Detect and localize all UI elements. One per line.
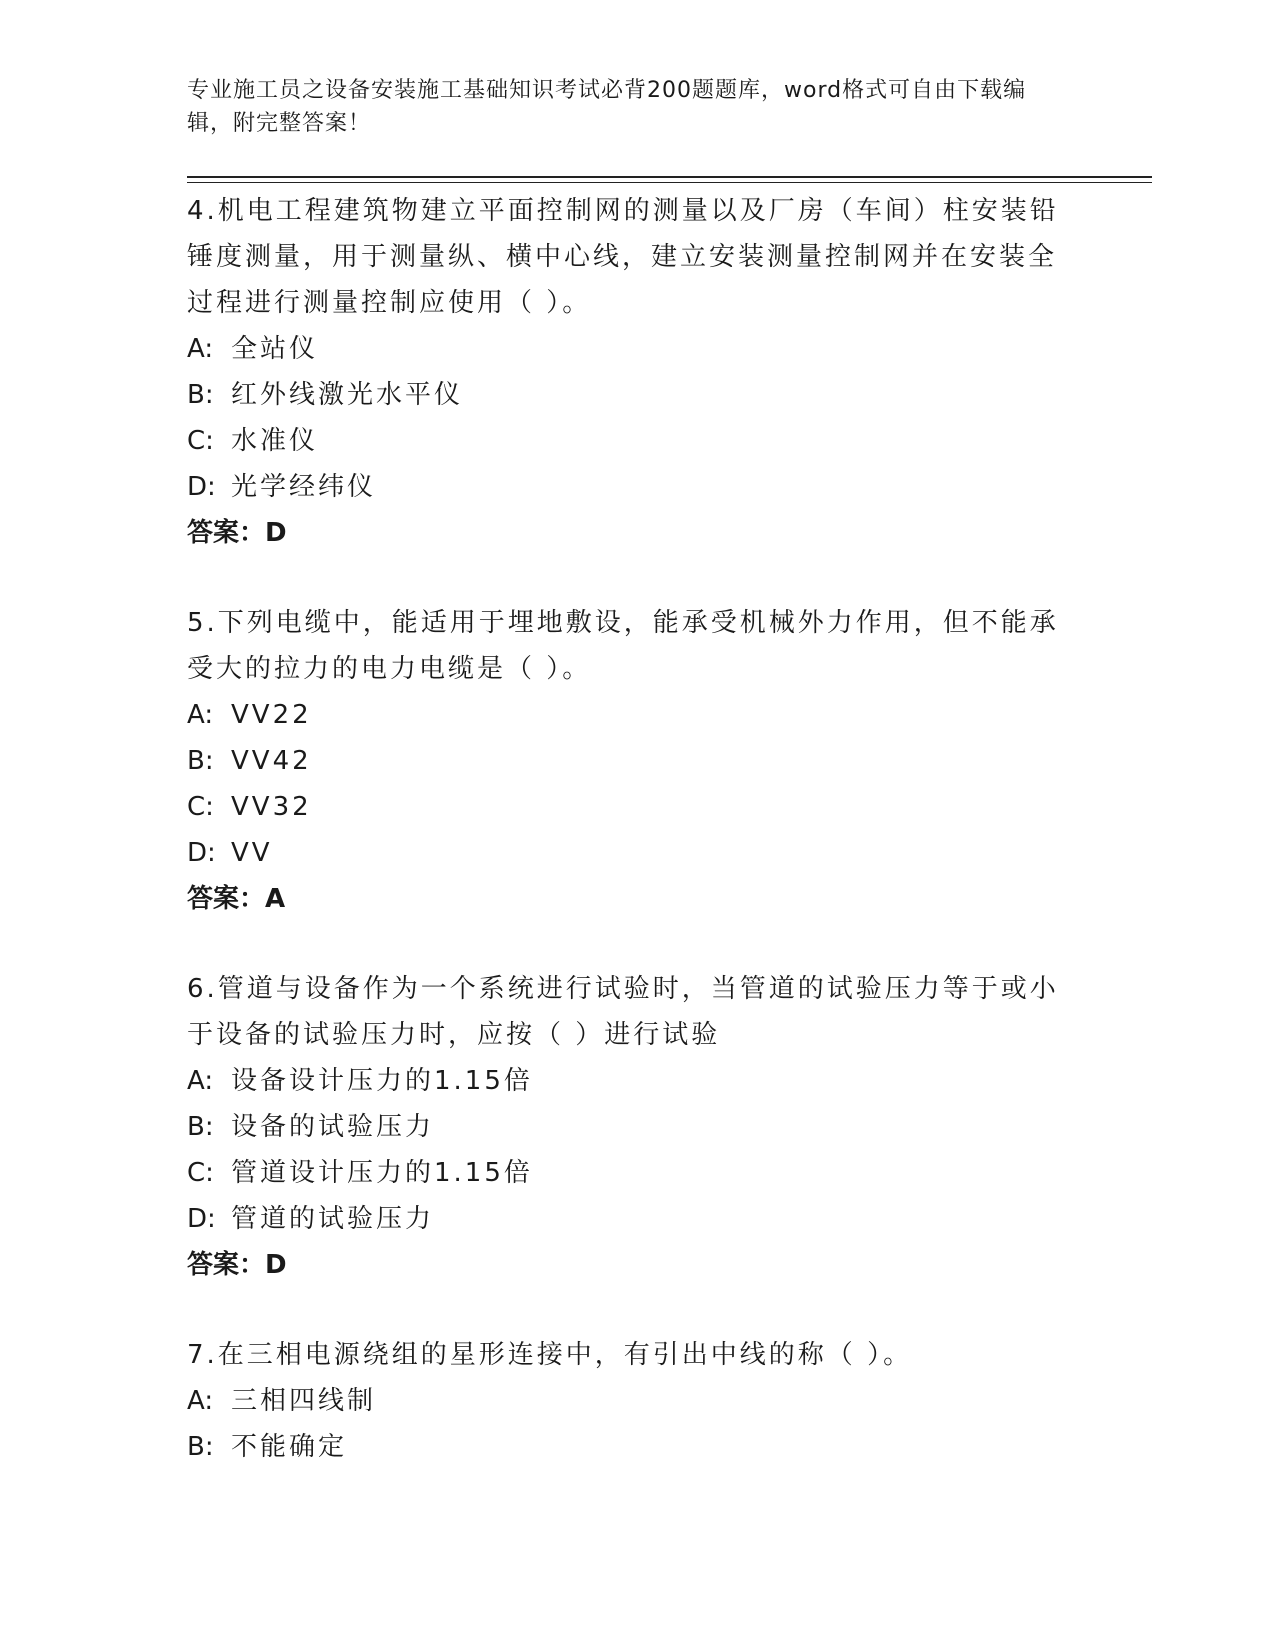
option-text: 三相四线制	[231, 1386, 377, 1416]
option-text: VV32	[231, 792, 312, 822]
option-a	[187, 692, 1067, 738]
option-text: 光学经纬仪	[231, 472, 377, 502]
option-d	[187, 1196, 1067, 1242]
question-list	[187, 188, 1067, 1514]
option-letter: C:	[187, 1158, 214, 1188]
option-letter: B:	[187, 1432, 214, 1462]
document-header: 专业施工员之设备安装施工基础知识考试必背200题题库，word格式可自由下载编辑，附完整答案！	[187, 78, 1027, 136]
option-letter: C:	[187, 792, 214, 822]
option-b	[187, 1424, 1067, 1470]
question-6	[187, 966, 1067, 1288]
option-letter: A:	[187, 1066, 214, 1096]
option-text: 全站仪	[231, 334, 319, 364]
option-a	[187, 1058, 1067, 1104]
question-stem: 5.下列电缆中，能适用于埋地敷设，能承受机械外力作用，但不能承受大的拉力的电力电缆是（ ）。	[187, 608, 1059, 684]
question-4	[187, 188, 1067, 556]
option-b	[187, 1104, 1067, 1150]
option-d	[187, 830, 1067, 876]
option-letter: B:	[187, 746, 214, 776]
option-b	[187, 372, 1067, 418]
option-letter: A:	[187, 334, 214, 364]
option-text: 不能确定	[231, 1432, 348, 1462]
answer-line: 答案：D	[187, 1250, 287, 1280]
option-text: 管道设计压力的1.15倍	[231, 1158, 533, 1188]
question-7	[187, 1332, 1067, 1470]
option-d	[187, 464, 1067, 510]
option-text: VV42	[231, 746, 312, 776]
option-a	[187, 1378, 1067, 1424]
option-text: VV	[231, 838, 273, 868]
option-letter: C:	[187, 426, 214, 456]
option-text: 设备设计压力的1.15倍	[231, 1066, 533, 1096]
option-text: 管道的试验压力	[231, 1204, 435, 1234]
option-text: 设备的试验压力	[231, 1112, 435, 1142]
option-letter: B:	[187, 380, 214, 410]
option-letter: A:	[187, 1386, 214, 1416]
option-letter: D:	[187, 472, 216, 502]
option-letter: B:	[187, 1112, 214, 1142]
option-b	[187, 738, 1067, 784]
option-letter: A:	[187, 700, 214, 730]
option-letter: D:	[187, 1204, 216, 1234]
question-stem: 6.管道与设备作为一个系统进行试验时，当管道的试验压力等于或小于设备的试验压力时，应按（ ）进行试验	[187, 974, 1059, 1050]
option-a	[187, 326, 1067, 372]
header-divider-thick	[187, 176, 1152, 178]
option-c	[187, 784, 1067, 830]
option-c	[187, 1150, 1067, 1196]
question-stem: 4.机电工程建筑物建立平面控制网的测量以及厂房（车间）柱安装铅锤度测量，用于测量纵、横中心线，建立安装测量控制网并在安装全过程进行测量控制应使用（ ）。	[187, 196, 1059, 318]
question-stem: 7.在三相电源绕组的星形连接中，有引出中线的称（ ）。	[187, 1340, 913, 1370]
option-text: VV22	[231, 700, 312, 730]
answer-line: 答案：A	[187, 884, 286, 914]
question-5	[187, 600, 1067, 922]
header-divider-thin	[187, 182, 1152, 183]
option-text: 红外线激光水平仪	[231, 380, 464, 410]
option-text: 水准仪	[231, 426, 319, 456]
option-letter: D:	[187, 838, 216, 868]
answer-line: 答案：D	[187, 518, 287, 548]
option-c	[187, 418, 1067, 464]
